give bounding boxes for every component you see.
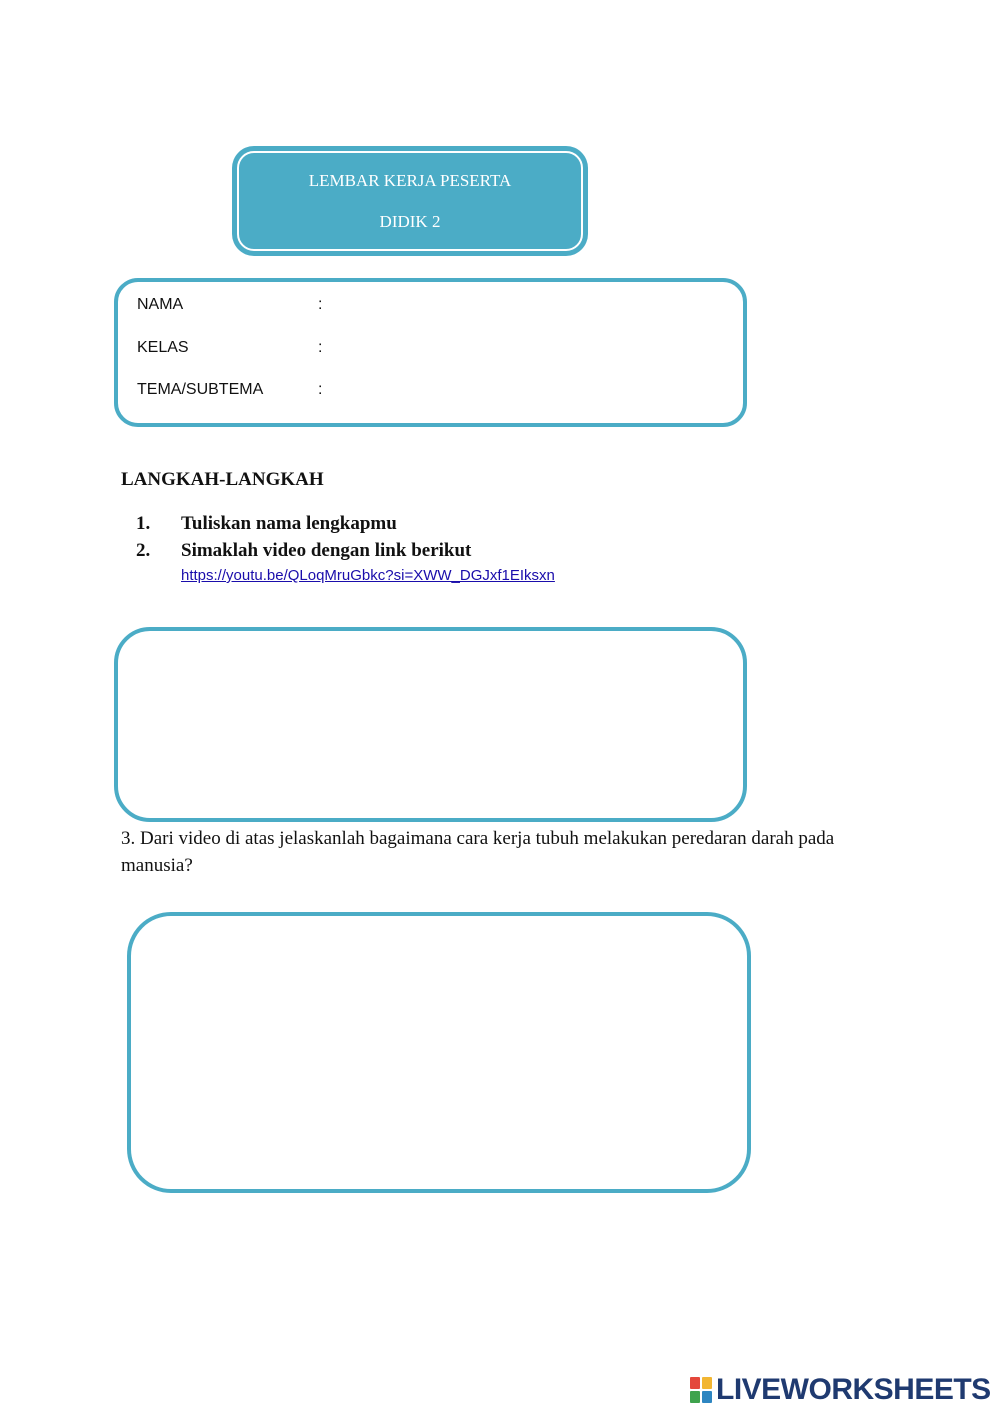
class-label: KELAS: [137, 339, 189, 356]
answer-box-1[interactable]: [114, 627, 747, 822]
name-colon: :: [318, 296, 323, 313]
video-link[interactable]: https://youtu.be/QLoqMruGbkc?si=XWW_DGJxf1EIksxn: [181, 567, 555, 584]
liveworksheets-wordmark: LIVEWORKSHEETS: [716, 1373, 991, 1406]
logo-block-icon: [690, 1377, 700, 1389]
logo-block-icon: [702, 1391, 712, 1403]
worksheet-title-box: [232, 146, 588, 256]
step-2-text: Simaklah video dengan link berikut: [181, 540, 472, 561]
answer-box-2[interactable]: [127, 912, 751, 1193]
worksheet-title-line2: DIDIK 2: [379, 212, 441, 231]
liveworksheets-logo: [690, 1373, 991, 1407]
worksheet-title-inner: [237, 151, 583, 251]
question-3-line1: 3. Dari video di atas jelaskanlah bagaimana cara kerja tubuh melakukan peredaran darah pada: [121, 828, 835, 849]
name-label: NAMA: [137, 296, 184, 313]
worksheet-title-line1: LEMBAR KERJA PESERTA: [308, 171, 512, 190]
theme-label: TEMA/SUBTEMA: [137, 381, 264, 398]
step-1-number: 1.: [136, 513, 151, 534]
question-3-line2: manusia?: [121, 855, 193, 876]
step-2-number: 2.: [136, 540, 151, 561]
theme-colon: :: [318, 381, 323, 398]
step-1-text: Tuliskan nama lengkapmu: [181, 513, 397, 534]
question-3: [121, 825, 901, 879]
logo-block-icon: [690, 1391, 700, 1403]
liveworksheets-logo-icon: [690, 1377, 712, 1403]
student-identity-box: [114, 278, 747, 427]
class-colon: :: [318, 339, 323, 356]
logo-block-icon: [702, 1377, 712, 1389]
steps-heading: LANGKAH-LANGKAH: [121, 469, 324, 490]
